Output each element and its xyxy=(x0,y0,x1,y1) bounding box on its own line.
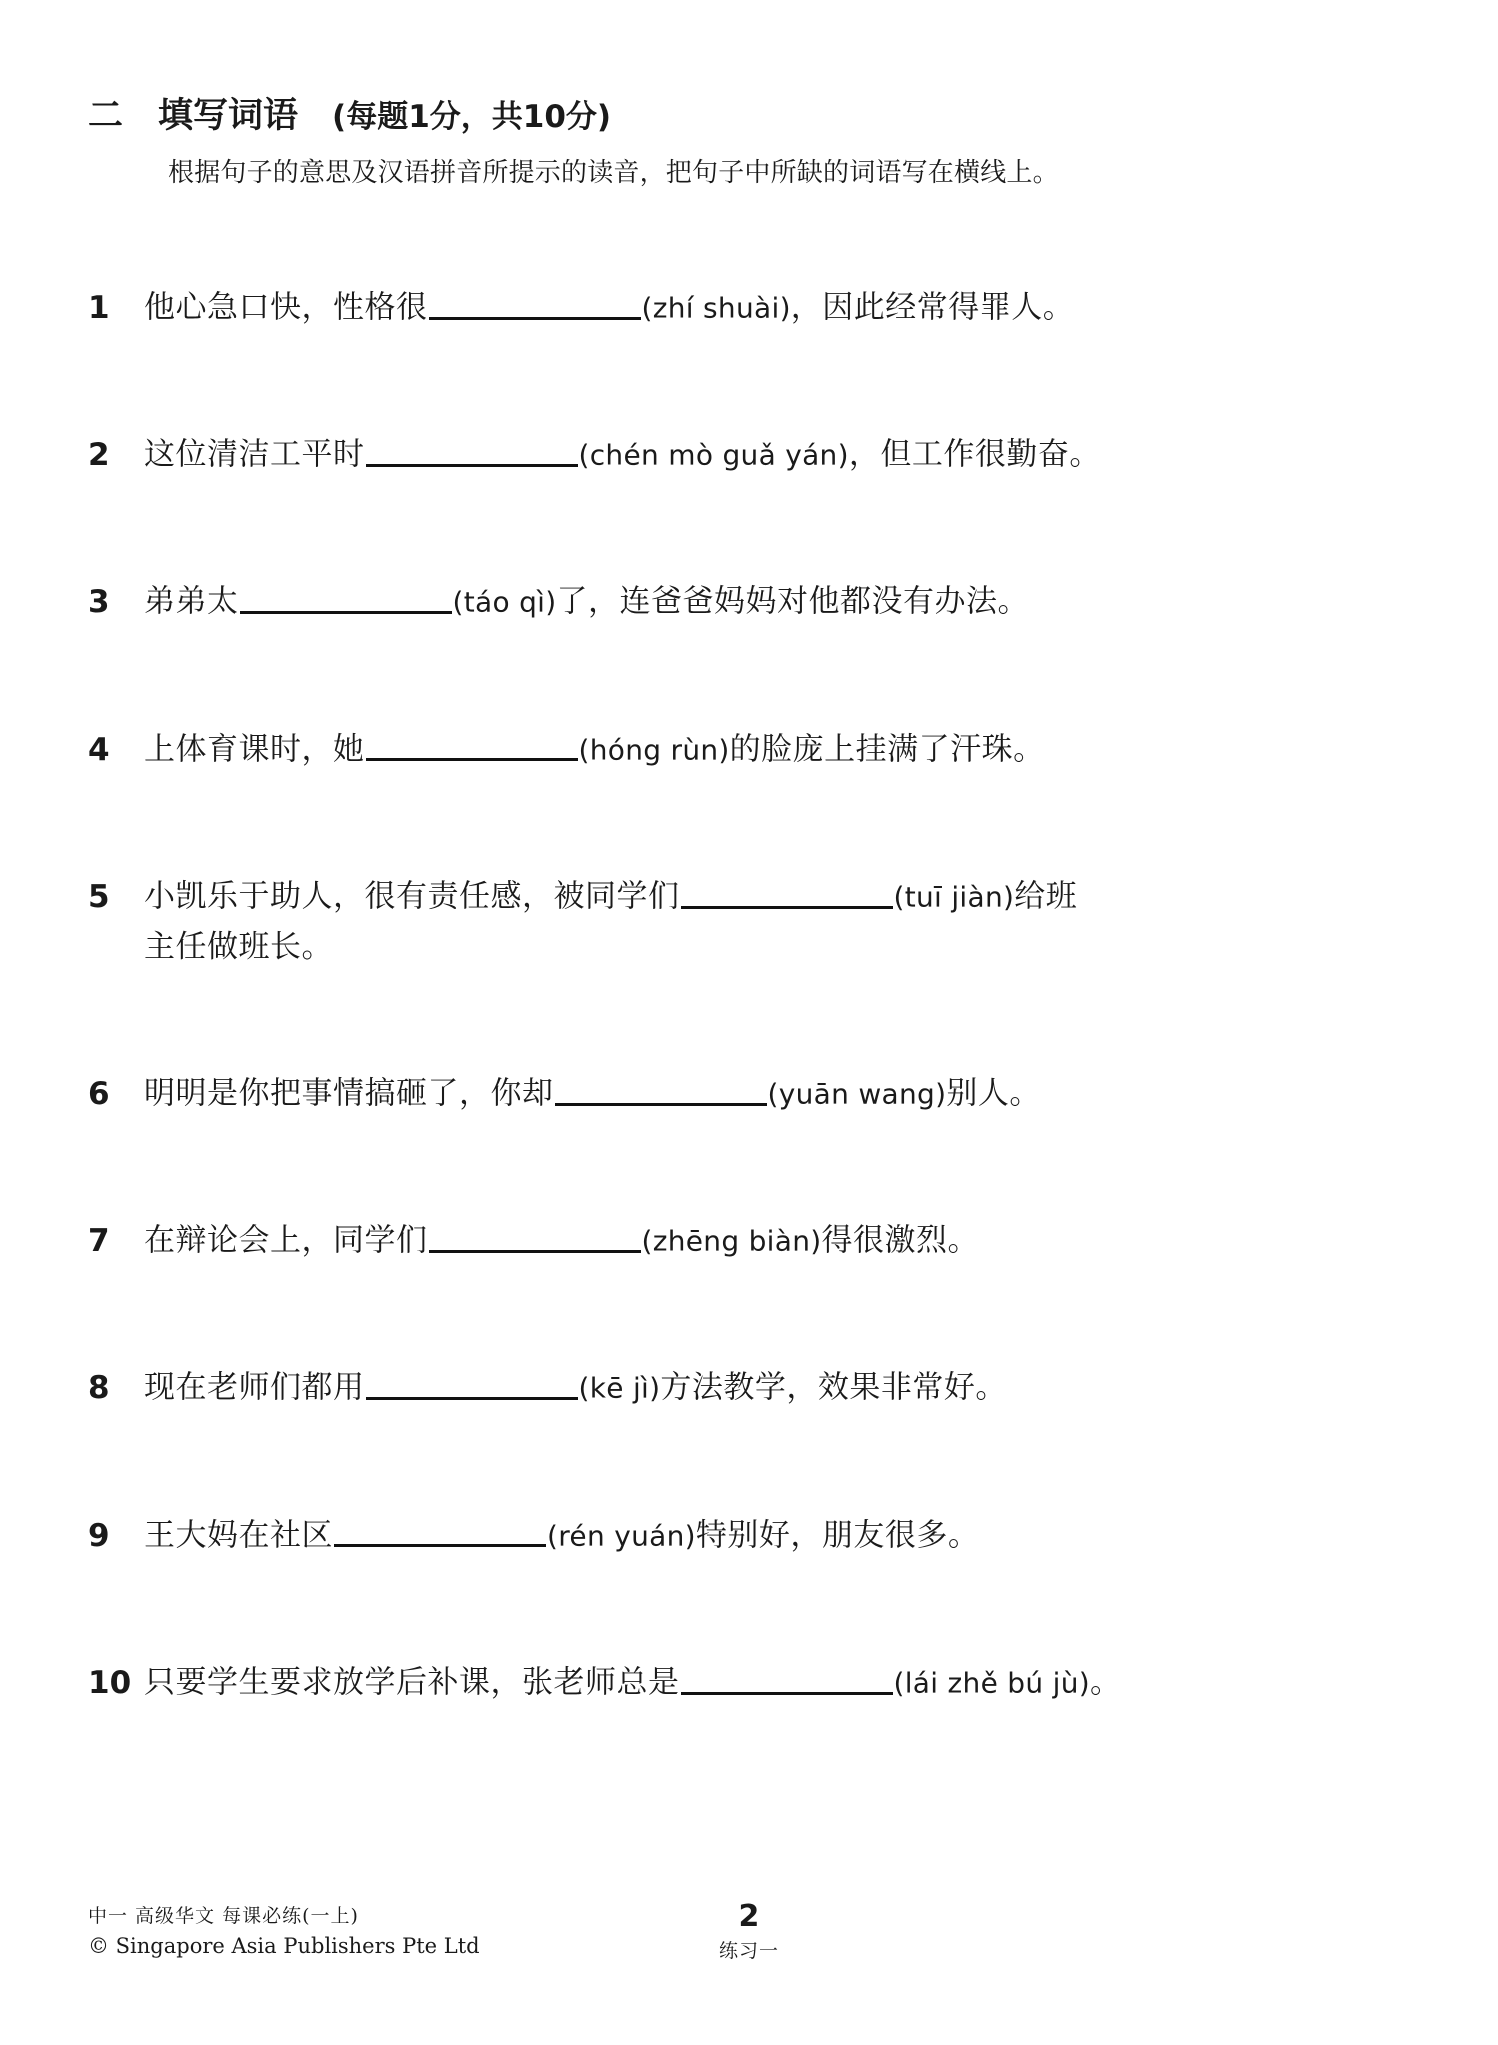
question-text xyxy=(144,576,1418,627)
pinyin-hint: (lái zhě bú jù) xyxy=(893,1666,1090,1700)
footer-copyright: © Singapore Asia Publishers Pte Ltd xyxy=(88,1933,480,1958)
footer-left-block xyxy=(88,1903,480,1962)
question-item xyxy=(88,429,1418,480)
answer-blank[interactable] xyxy=(681,1657,893,1695)
section-number: 二 xyxy=(88,96,125,136)
question-line xyxy=(144,429,1418,480)
question-text xyxy=(144,429,1418,480)
footer-book-title: 中一 高级华文 每课必练(一上) xyxy=(88,1905,359,1927)
question-text-before-blank: 王大妈在社区 xyxy=(144,1517,333,1554)
question-item xyxy=(88,1510,1418,1561)
answer-blank[interactable] xyxy=(555,1068,767,1106)
answer-blank[interactable] xyxy=(334,1510,546,1548)
question-line xyxy=(144,282,1418,333)
question-text-before-blank: 小凯乐于助人，很有责任感，被同学们 xyxy=(144,878,680,915)
answer-blank[interactable] xyxy=(681,871,893,909)
question-list xyxy=(88,282,1418,1708)
question-line-continued: 主任做班长。 xyxy=(144,928,333,965)
question-number: 2 xyxy=(88,437,110,474)
question-text xyxy=(144,1215,1418,1266)
question-text-before-blank: 只要学生要求放学后补课，张老师总是 xyxy=(144,1664,680,1701)
question-item xyxy=(88,1362,1418,1413)
question-item xyxy=(88,871,1418,972)
question-item xyxy=(88,724,1418,775)
page-number: 2 xyxy=(738,1899,760,1934)
section-title: 填写词语 xyxy=(158,96,299,136)
question-text xyxy=(144,1510,1418,1561)
question-text-before-blank: 在辩论会上，同学们 xyxy=(144,1222,428,1259)
question-number: 8 xyxy=(88,1370,110,1407)
question-item xyxy=(88,576,1418,627)
question-number: 5 xyxy=(88,878,110,915)
pinyin-hint: (rén yuán) xyxy=(547,1519,696,1553)
pinyin-hint: (táo qì) xyxy=(452,586,557,620)
answer-blank[interactable] xyxy=(366,724,578,762)
question-text xyxy=(144,1362,1418,1413)
pinyin-hint: (chén mò guǎ yán) xyxy=(578,438,849,472)
question-item xyxy=(88,1068,1418,1119)
question-line xyxy=(144,1510,1418,1561)
pinyin-hint: (hóng rùn) xyxy=(578,733,730,767)
question-item xyxy=(88,282,1418,333)
question-text-after-blank: 得很激烈。 xyxy=(821,1222,979,1259)
pinyin-hint: (zhí shuài) xyxy=(641,291,791,325)
question-line xyxy=(144,871,1418,922)
question-item xyxy=(88,1215,1418,1266)
question-text-before-blank: 弟弟太 xyxy=(144,584,239,621)
question-text-after-blank: 方法教学，效果非常好。 xyxy=(660,1370,1007,1407)
question-text xyxy=(144,282,1418,333)
pinyin-hint: (zhēng biàn) xyxy=(641,1224,822,1258)
question-text-after-blank: 了，连爸爸妈妈对他都没有办法。 xyxy=(556,584,1029,621)
question-line xyxy=(144,1362,1418,1413)
question-text-after-blank: 的脸庞上挂满了汗珠。 xyxy=(729,731,1045,768)
answer-blank[interactable] xyxy=(366,1362,578,1400)
question-number: 4 xyxy=(88,731,110,768)
question-text-after-blank: ，但工作很勤奋。 xyxy=(848,436,1101,473)
answer-blank[interactable] xyxy=(366,429,578,467)
question-text-after-blank: 。 xyxy=(1089,1664,1122,1701)
question-text xyxy=(144,1068,1418,1119)
question-text-before-blank: 这位清洁工平时 xyxy=(144,436,365,473)
question-text-before-blank: 明明是你把事情搞砸了，你却 xyxy=(144,1075,554,1112)
question-text-after-blank: 特别好，朋友很多。 xyxy=(695,1517,980,1554)
question-number: 3 xyxy=(88,584,110,621)
question-line xyxy=(144,1657,1418,1708)
question-text xyxy=(144,871,1418,972)
question-number: 10 xyxy=(88,1664,132,1701)
question-text-before-blank: 上体育课时，她 xyxy=(144,731,365,768)
pinyin-hint: (kē jì) xyxy=(578,1372,661,1406)
question-number: 1 xyxy=(88,290,110,326)
question-item xyxy=(88,1657,1418,1708)
section-instruction: 根据句子的意思及汉语拼音所提示的读音，把句子中所缺的词语写在横线上。 xyxy=(168,158,1059,188)
pinyin-hint: (tuī jiàn) xyxy=(893,880,1015,914)
question-line xyxy=(144,1215,1418,1266)
answer-blank[interactable] xyxy=(429,1215,641,1253)
page-footer xyxy=(88,1899,1410,1993)
answer-blank[interactable] xyxy=(240,576,452,614)
question-text-after-blank: 给班 xyxy=(1014,878,1078,915)
question-number: 6 xyxy=(88,1076,110,1113)
question-text-after-blank: 别人。 xyxy=(946,1075,1041,1112)
section-heading xyxy=(88,88,611,138)
question-line xyxy=(144,724,1418,775)
footer-center-block xyxy=(719,1899,779,1963)
question-line xyxy=(144,1068,1418,1119)
question-text-before-blank: 现在老师们都用 xyxy=(144,1370,365,1407)
question-text-before-blank: 他心急口快，性格很 xyxy=(144,289,428,326)
pinyin-hint: (yuān wang) xyxy=(767,1077,947,1111)
section-marks: (每题1分，共10分) xyxy=(332,99,612,135)
question-text xyxy=(144,724,1418,775)
question-text-after-blank: ，因此经常得罪人。 xyxy=(790,289,1075,326)
question-number: 7 xyxy=(88,1223,110,1260)
answer-blank[interactable] xyxy=(429,282,641,320)
page-exercise-label: 练习一 xyxy=(718,1940,780,1962)
question-line xyxy=(144,576,1418,627)
question-text xyxy=(144,1657,1418,1708)
question-number: 9 xyxy=(88,1517,110,1554)
